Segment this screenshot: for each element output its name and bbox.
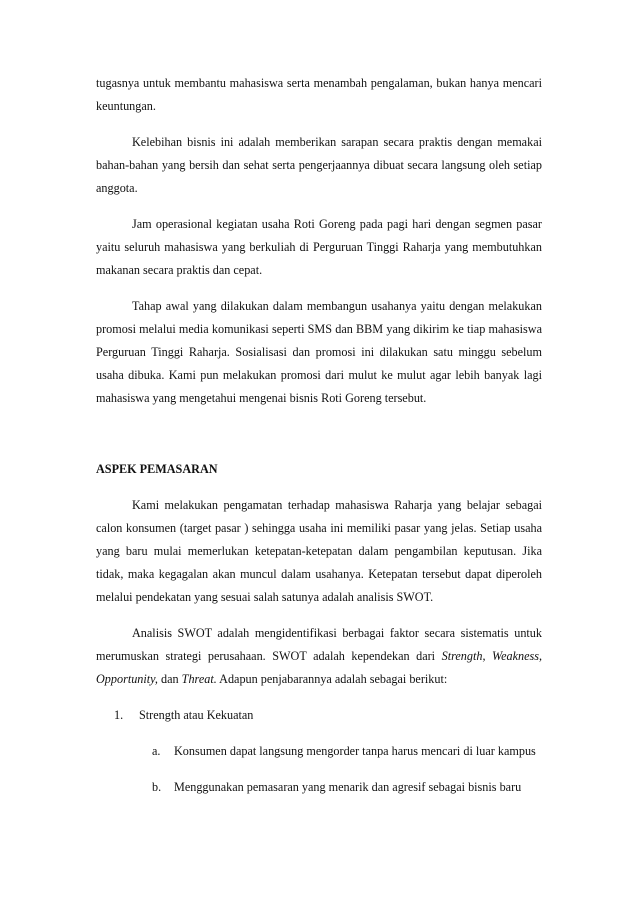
sublist-item-text: Menggunakan pemasaran yang menarik dan agresif sebagai bisnis baru (174, 780, 522, 794)
sublist-item-a (96, 740, 542, 763)
swot-weakness-opportunity-terms: Weakness, Opportunity, (96, 649, 543, 686)
sublist-item-text: Konsumen dapat langsung mengorder tanpa harus mencari di luar kampus (174, 744, 536, 758)
swot-threat-term: Threat. (181, 672, 217, 686)
sublist-marker: a. (152, 744, 161, 758)
paragraph-jam-operasional: Jam operasional kegiatan usaha Roti Goreng pada pagi hari dengan segmen pasar yaitu seluruh mahasiswa yang berkuliah di Perguruan Tinggi Raharja yang membutuhkan makanan secara praktis dan cepat. (96, 217, 542, 277)
section-heading: ASPEK PEMASARAN (96, 462, 218, 476)
list-marker: 1. (114, 708, 124, 722)
swot-strength-term: Strength, (441, 649, 486, 663)
swot-and-text: dan (157, 672, 182, 686)
paragraph-kelebihan: Kelebihan bisnis ini adalah memberikan sarapan secara praktis dengan memakai bahan-bahan yang bersih dan sehat serta pengerjaannya dibuat secara langsung oleh setiap anggota. (96, 135, 542, 195)
paragraph-continuation: tugasnya untuk membantu mahasiswa serta menambah pengalaman, bukan hanya mencari keuntungan. (96, 76, 542, 113)
swot-intro-text: Analisis SWOT adalah mengidentifikasi berbagai faktor secara sistematis untuk merumuskan strategi perusahaan. SWOT adalah kependekan dari (96, 626, 542, 663)
list-item-strength (114, 704, 542, 727)
list-item-label: Strength atau Kekuatan (139, 708, 254, 722)
paragraph-pengamatan: Kami melakukan pengamatan terhadap mahasiswa Raharja yang belajar sebagai calon konsumen (target pasar ) sehingga usaha ini memiliki pasar yang jelas. Setiap usaha yang baru mulai memerlukan ketepatan-ketepatan dalam pengambilan keputusan. Jika tidak, maka kegagalan akan muncul dalam usahanya. Ketepatan tersebut dapat diperoleh melalui pendekatan yang sesuai salah satunya adalah analisis SWOT. (96, 498, 542, 604)
swot-outro-text: Adapun penjabarannya adalah sebagai berikut: (216, 672, 448, 686)
sublist-item-b (96, 776, 542, 799)
paragraph-tahap-awal: Tahap awal yang dilakukan dalam membangun usahanya yaitu dengan melakukan promosi melalui media komunikasi seperti SMS dan BBM yang dikirim ke tiap mahasiswa Perguruan Tinggi Raharja. Sosialisasi dan promosi ini dilakukan satu minggu sebelum usaha dibuka. Kami pun melakukan promosi dari mulut ke mulut agar lebih banyak lagi mahasiswa yang mengetahui mengenai bisnis Roti Goreng tersebut. (96, 299, 542, 405)
paragraph-analisis-swot (96, 622, 542, 691)
document-page (96, 72, 542, 799)
sublist-marker: b. (152, 780, 162, 794)
